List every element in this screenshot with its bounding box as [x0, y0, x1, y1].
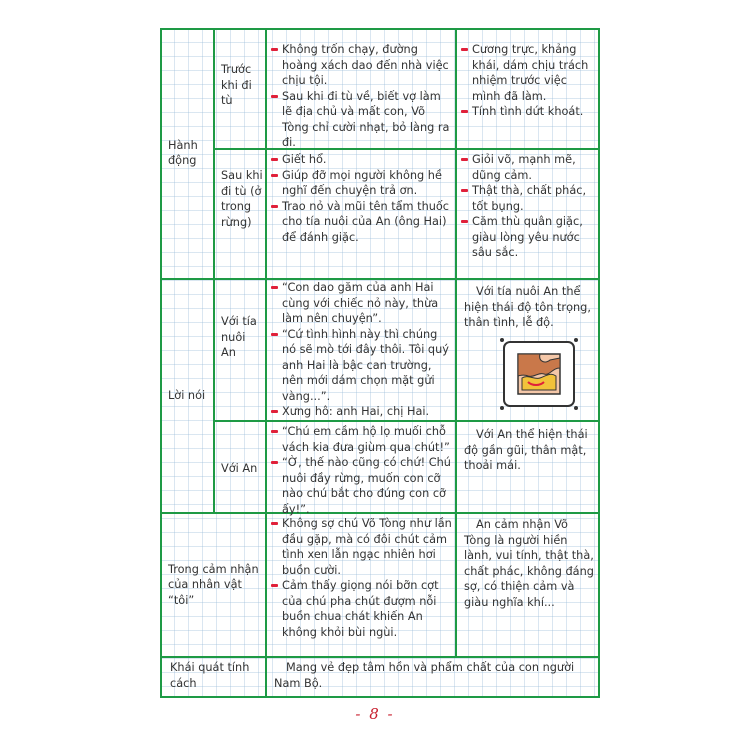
- subcategory-voi-tia-nuoi-an: [221, 314, 263, 361]
- comment-foster-father: [464, 284, 596, 331]
- row-divider: [160, 656, 600, 658]
- summary-text: [274, 660, 596, 691]
- subcategory-label: Trước khi đi tù: [221, 63, 252, 107]
- bullet-item: Trao nỏ và mũi tên tẩm thuốc cho tía nuôi của An (ông Hai) để đánh giặc.: [271, 199, 453, 246]
- bullet-item: “Con dao găm của anh Hai cùng với chiếc nỏ này, thừa làm nên chuyện”.: [271, 280, 453, 327]
- bullet-item: Giết hổ.: [271, 152, 453, 168]
- bullet-item: “Chú em cầm hộ lọ muối chỗ vách kia đưa giùm qua chút!”: [271, 424, 453, 455]
- comment-text: An cảm nhận Võ Tòng là người hiền lành, vui tính, thật thà, chất phác, không đáng sợ, có thiện cảm và giàu nghĩa khí...: [464, 518, 594, 609]
- traits-before-prison: [461, 42, 596, 120]
- category-cam-nhan: [168, 514, 262, 656]
- category-label: Lời nói: [168, 389, 206, 403]
- comment-an: [464, 427, 596, 474]
- bullet-item: Không sợ chú Võ Tòng như lần đầu gặp, mà có đôi chút cảm tình xen lẫn ngạc nhiên hơi buồn cười.: [271, 516, 453, 578]
- comment-text: Với tía nuôi An thể hiện thái độ tôn trọng, thân tình, lễ độ.: [464, 285, 591, 329]
- summary: Mang vẻ đẹp tâm hồn và phẩm chất của con người Nam Bộ.: [274, 661, 575, 690]
- bullet-item: Thật thà, chất phác, tốt bụng.: [461, 183, 596, 214]
- bullet-item: Cảm thấy giọng nói bỡn cợt của chú pha chút đượm nỗi buồn chua chát khiến An không khỏi bùi ngùi.: [271, 578, 453, 640]
- bullet-item: Xưng hô: anh Hai, chị Hai.: [271, 404, 453, 420]
- bullet-item: Không trốn chạy, đường hoàng xách dao đến nhà việc chịu tội.: [271, 42, 453, 89]
- subcategory-truoc-khi-di-tu: [221, 62, 263, 109]
- traits-after-prison: [461, 152, 596, 261]
- bullet-item: Sau khi đi tù về, biết vợ làm lẽ địa chủ và mất con, Võ Tòng chỉ cười nhạt, bỏ làng ra đi.: [271, 89, 453, 151]
- category-hanh-dong: [168, 28, 212, 278]
- bullet-item: Cương trực, khảng khái, dám chịu trách nhiệm trước việc mình đã làm.: [461, 42, 596, 104]
- column-divider: [265, 28, 267, 698]
- category-label: Khái quát tính cách: [170, 661, 250, 690]
- comment-text: Với An thể hiện thái độ gần gũi, thân mật, thoải mái.: [464, 428, 588, 472]
- subcategory-sau-khi-di-tu: [221, 168, 263, 230]
- quotes-to-an: [271, 424, 453, 517]
- category-label: Trong cảm nhận của nhân vật “tôi”: [168, 562, 259, 607]
- actions-before-prison: [271, 42, 453, 151]
- feelings-list: [271, 516, 453, 640]
- column-divider: [213, 28, 215, 512]
- category-label: Hành động: [168, 138, 198, 167]
- row-divider: [214, 420, 600, 422]
- bullet-item: Tính tình dứt khoát.: [461, 104, 596, 120]
- bullet-item: “Cứ tình hình này thì chúng nó sẽ mò tới đây thôi. Tôi quý anh Hai là bậc can trường, nên mới dám chọn mặt gửi vàng...”.: [271, 327, 453, 405]
- page-number: - 8 -: [355, 705, 395, 723]
- subcategory-label: Sau khi đi tù (ở trong rừng): [221, 169, 263, 229]
- actions-after-prison: [271, 152, 453, 245]
- column-divider: [455, 28, 457, 656]
- category-khai-quat: [170, 660, 262, 691]
- bullet-item: Giúp đỡ mọi người không hề nghĩ đến chuyện trả ơn.: [271, 168, 453, 199]
- bullet-item: Căm thù quân giặc, giàu lòng yêu nước sâu sắc.: [461, 214, 596, 261]
- stamp-illustration: [498, 336, 580, 412]
- quotes-to-foster-father: [271, 280, 453, 420]
- bullet-item: “Ờ, thế nào cũng có chứ! Chú nuôi đầy rừng, muốn con cỡ nào chú bắt cho đúng con cỡ ấy!”.: [271, 455, 453, 517]
- subcategory-voi-an: [221, 461, 265, 477]
- subcategory-label: Với tía nuôi An: [221, 315, 257, 359]
- subcategory-label: Với An: [221, 462, 258, 475]
- comment-cam-nhan: [464, 517, 596, 610]
- category-loi-noi: [168, 280, 212, 512]
- bullet-item: Giỏi võ, mạnh mẽ, dũng cảm.: [461, 152, 596, 183]
